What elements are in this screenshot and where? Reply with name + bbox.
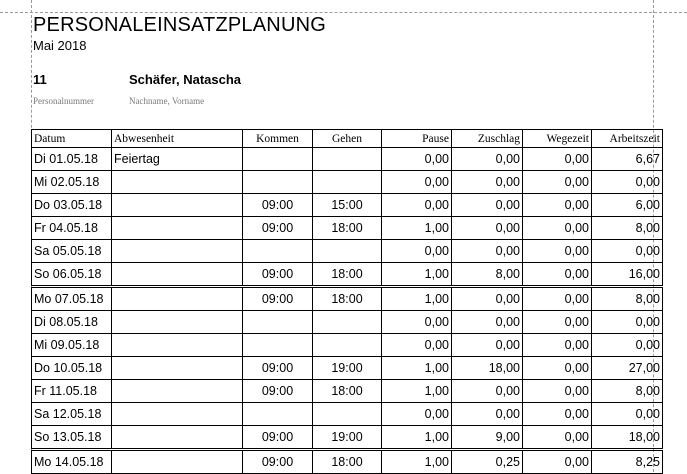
table-row: [32, 263, 663, 287]
cell-arbeitszeit: 8,00: [592, 217, 663, 240]
table-row: [32, 403, 663, 426]
cell-wegezeit: 0,00: [523, 148, 592, 171]
cell-kommen: 09:00: [243, 357, 313, 380]
cell-gehen: [313, 403, 382, 426]
cell-gehen: [313, 240, 382, 263]
cell-gehen: [313, 311, 382, 334]
table-row: [32, 287, 663, 311]
cell-kommen: [243, 334, 313, 357]
cell-abwesenheit: [112, 357, 243, 380]
cell-zuschlag: 9,00: [452, 426, 523, 450]
personnel-number: 11: [33, 72, 47, 87]
cell-zuschlag: 0,00: [452, 311, 523, 334]
table-row: [32, 217, 663, 240]
cell-wegezeit: 0,00: [523, 426, 592, 450]
cell-zuschlag: 18,00: [452, 357, 523, 380]
cell-abwesenheit: [112, 334, 243, 357]
cell-wegezeit: 0,00: [523, 357, 592, 380]
cell-datum: Di 01.05.18: [32, 148, 112, 171]
cell-arbeitszeit: 27,00: [592, 357, 663, 380]
cell-gehen: [313, 148, 382, 171]
schedule-table: [31, 129, 663, 474]
cell-pause: 0,00: [382, 148, 452, 171]
cell-abwesenheit: Feiertag: [112, 148, 243, 171]
table-row: [32, 194, 663, 217]
column-header-kommen: Kommen: [243, 130, 313, 148]
cell-arbeitszeit: 6,00: [592, 194, 663, 217]
cell-arbeitszeit: 8,00: [592, 380, 663, 403]
cell-wegezeit: 0,00: [523, 263, 592, 287]
cell-datum: Fr 11.05.18: [32, 380, 112, 403]
cell-wegezeit: 0,00: [523, 403, 592, 426]
cell-datum: Do 10.05.18: [32, 357, 112, 380]
column-header-arbeitszeit: Arbeitszeit: [592, 130, 663, 148]
cell-wegezeit: 0,00: [523, 240, 592, 263]
personnel-name: Schäfer, Natascha: [129, 72, 242, 87]
cell-abwesenheit: [112, 217, 243, 240]
cell-zuschlag: 0,00: [452, 380, 523, 403]
cell-zuschlag: 0,25: [452, 450, 523, 474]
cell-abwesenheit: [112, 171, 243, 194]
cell-pause: 1,00: [382, 380, 452, 403]
cell-gehen: [313, 334, 382, 357]
cell-kommen: [243, 148, 313, 171]
cell-gehen: 18:00: [313, 263, 382, 287]
cell-wegezeit: 0,00: [523, 311, 592, 334]
cell-pause: 1,00: [382, 287, 452, 311]
page-margin-guide-top: [0, 12, 687, 13]
cell-arbeitszeit: 6,67: [592, 148, 663, 171]
column-header-zuschlag: Zuschlag: [452, 130, 523, 148]
cell-arbeitszeit: 0,00: [592, 334, 663, 357]
cell-abwesenheit: [112, 426, 243, 450]
cell-wegezeit: 0,00: [523, 217, 592, 240]
cell-zuschlag: 0,00: [452, 194, 523, 217]
cell-wegezeit: 0,00: [523, 287, 592, 311]
cell-datum: So 13.05.18: [32, 426, 112, 450]
cell-abwesenheit: [112, 287, 243, 311]
cell-abwesenheit: [112, 194, 243, 217]
cell-datum: Di 08.05.18: [32, 311, 112, 334]
cell-zuschlag: 0,00: [452, 217, 523, 240]
cell-datum: Mo 14.05.18: [32, 450, 112, 474]
cell-zuschlag: 0,00: [452, 171, 523, 194]
page-title: PERSONALEINSATZPLANUNG: [33, 14, 326, 36]
column-header-pause: Pause: [382, 130, 452, 148]
cell-datum: Sa 05.05.18: [32, 240, 112, 263]
cell-wegezeit: 0,00: [523, 450, 592, 474]
cell-pause: 1,00: [382, 357, 452, 380]
cell-arbeitszeit: 8,00: [592, 287, 663, 311]
cell-pause: 1,00: [382, 263, 452, 287]
cell-kommen: 09:00: [243, 194, 313, 217]
cell-zuschlag: 8,00: [452, 263, 523, 287]
cell-abwesenheit: [112, 403, 243, 426]
month-subtitle: Mai 2018: [33, 38, 87, 53]
cell-gehen: 19:00: [313, 357, 382, 380]
cell-datum: Mo 07.05.18: [32, 287, 112, 311]
column-header-gehen: Gehen: [313, 130, 382, 148]
cell-kommen: [243, 403, 313, 426]
table-row: [32, 380, 663, 403]
table-row: [32, 240, 663, 263]
column-header-wegezeit: Wegezeit: [523, 130, 592, 148]
cell-arbeitszeit: 16,00: [592, 263, 663, 287]
cell-pause: 0,00: [382, 403, 452, 426]
cell-wegezeit: 0,00: [523, 334, 592, 357]
cell-wegezeit: 0,00: [523, 171, 592, 194]
personnel-number-caption: Personalnummer: [33, 96, 94, 106]
name-caption: Nachname, Vorname: [129, 96, 205, 106]
cell-datum: Mi 02.05.18: [32, 171, 112, 194]
cell-arbeitszeit: 0,00: [592, 311, 663, 334]
table-row: [32, 426, 663, 450]
cell-zuschlag: 0,00: [452, 240, 523, 263]
cell-abwesenheit: [112, 450, 243, 474]
cell-gehen: 18:00: [313, 380, 382, 403]
column-header-datum: Datum: [32, 130, 112, 148]
cell-kommen: 09:00: [243, 380, 313, 403]
cell-gehen: 18:00: [313, 287, 382, 311]
cell-kommen: 09:00: [243, 426, 313, 450]
cell-pause: 1,00: [382, 426, 452, 450]
cell-gehen: 18:00: [313, 450, 382, 474]
cell-wegezeit: 0,00: [523, 194, 592, 217]
cell-pause: 1,00: [382, 450, 452, 474]
cell-datum: So 06.05.18: [32, 263, 112, 287]
cell-kommen: [243, 171, 313, 194]
cell-zuschlag: 0,00: [452, 148, 523, 171]
cell-pause: 1,00: [382, 217, 452, 240]
table-row: [32, 334, 663, 357]
table-row: [32, 357, 663, 380]
cell-datum: Sa 12.05.18: [32, 403, 112, 426]
cell-kommen: 09:00: [243, 287, 313, 311]
cell-kommen: [243, 311, 313, 334]
column-header-abwesenheit: Abwesenheit: [112, 130, 243, 148]
table-header-row: [32, 130, 663, 148]
cell-kommen: 09:00: [243, 263, 313, 287]
cell-pause: 0,00: [382, 334, 452, 357]
cell-arbeitszeit: 0,00: [592, 403, 663, 426]
cell-gehen: 19:00: [313, 426, 382, 450]
cell-wegezeit: 0,00: [523, 380, 592, 403]
cell-pause: 0,00: [382, 194, 452, 217]
cell-zuschlag: 0,00: [452, 287, 523, 311]
cell-abwesenheit: [112, 263, 243, 287]
cell-zuschlag: 0,00: [452, 403, 523, 426]
cell-pause: 0,00: [382, 240, 452, 263]
cell-kommen: [243, 240, 313, 263]
table-row: [32, 450, 663, 474]
cell-datum: Do 03.05.18: [32, 194, 112, 217]
table-row: [32, 148, 663, 171]
cell-abwesenheit: [112, 311, 243, 334]
cell-zuschlag: 0,00: [452, 334, 523, 357]
cell-pause: 0,00: [382, 171, 452, 194]
cell-kommen: 09:00: [243, 217, 313, 240]
cell-abwesenheit: [112, 240, 243, 263]
cell-gehen: [313, 171, 382, 194]
cell-gehen: 15:00: [313, 194, 382, 217]
cell-datum: Mi 09.05.18: [32, 334, 112, 357]
cell-arbeitszeit: 0,00: [592, 171, 663, 194]
table-row: [32, 311, 663, 334]
table-row: [32, 171, 663, 194]
cell-arbeitszeit: 18,00: [592, 426, 663, 450]
cell-pause: 0,00: [382, 311, 452, 334]
cell-gehen: 18:00: [313, 217, 382, 240]
cell-datum: Fr 04.05.18: [32, 217, 112, 240]
cell-abwesenheit: [112, 380, 243, 403]
cell-kommen: 09:00: [243, 450, 313, 474]
cell-arbeitszeit: 8,25: [592, 450, 663, 474]
cell-arbeitszeit: 0,00: [592, 240, 663, 263]
